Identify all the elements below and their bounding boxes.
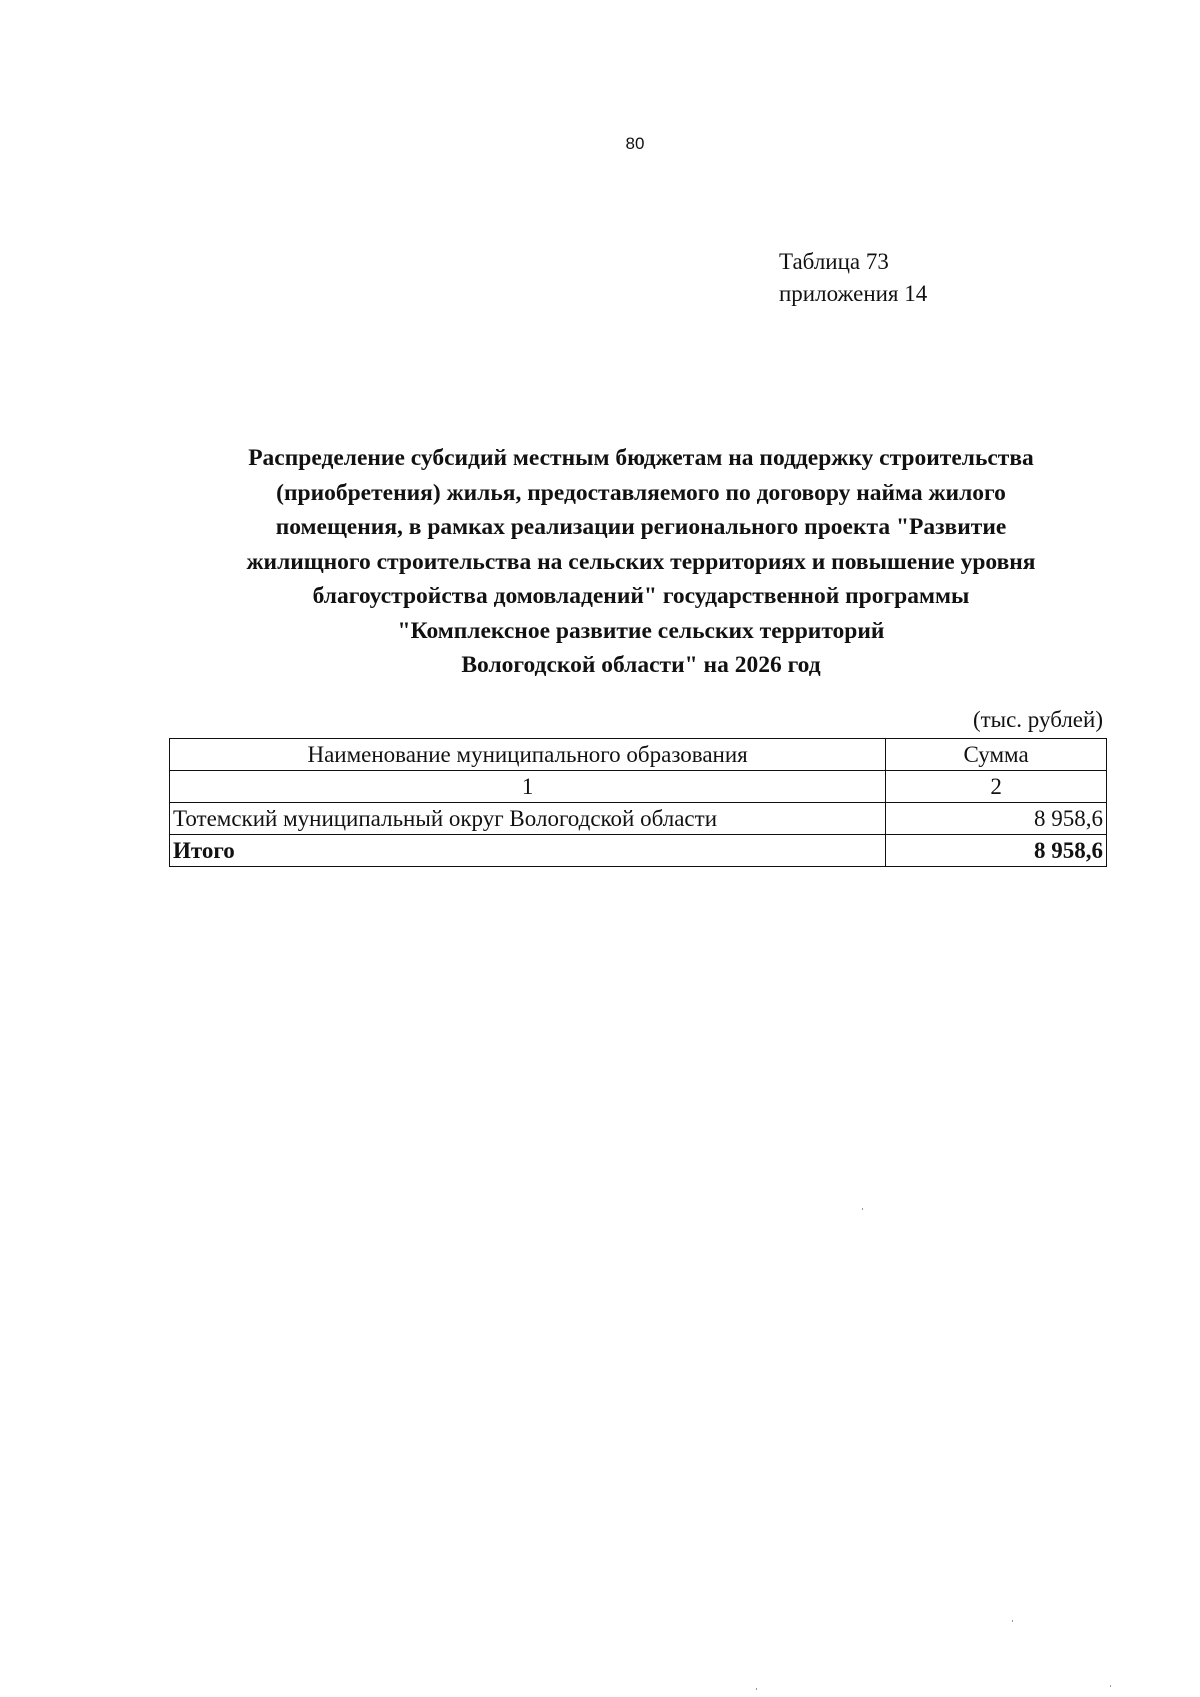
table-reference-appendix: приложения 14 [779, 281, 928, 306]
header-amount: Сумма [886, 739, 1107, 771]
scan-speck [1012, 1620, 1013, 1622]
title-line: жилищного строительства на сельских территориях и повышение уровня [246, 548, 1036, 575]
title-line: благоустройства домовладений" государственной программы [312, 583, 970, 609]
page-number: 80 [625, 134, 645, 153]
table-reference [779, 246, 927, 310]
table-row [170, 803, 1107, 835]
total-amount: 8 958,6 [886, 835, 1107, 867]
total-row [170, 835, 1107, 867]
column-number-row [170, 771, 1107, 803]
units-label: (тыс. рублей) [972, 707, 1103, 732]
total-label: Итого [170, 835, 886, 867]
document-title [150, 441, 1132, 683]
title-line: (приобретения) жилья, предоставляемого по договору найма жилого [276, 479, 1006, 506]
column-number-2: 2 [886, 771, 1107, 803]
table-header-row [170, 739, 1107, 771]
title-line: Вологодской области" на 2026 год [461, 652, 821, 678]
scan-speck [1110, 1685, 1111, 1687]
subsidy-amount: 8 958,6 [886, 803, 1107, 835]
title-line: помещения, в рамках реализации регионального проекта "Развитие [275, 514, 1007, 540]
subsidy-table [169, 738, 1107, 867]
title-line: "Комплексное развитие сельских территорий [397, 617, 885, 644]
table-reference-number: Таблица 73 [779, 249, 889, 274]
municipality-name: Тотемский муниципальный округ Вологодской области [170, 803, 886, 835]
scan-speck [862, 1208, 863, 1210]
column-number-1: 1 [170, 771, 886, 803]
title-line: Распределение субсидий местным бюджетам на поддержку строительства [248, 445, 1034, 471]
header-municipality: Наименование муниципального образования [170, 739, 886, 771]
scan-speck [756, 1688, 757, 1690]
